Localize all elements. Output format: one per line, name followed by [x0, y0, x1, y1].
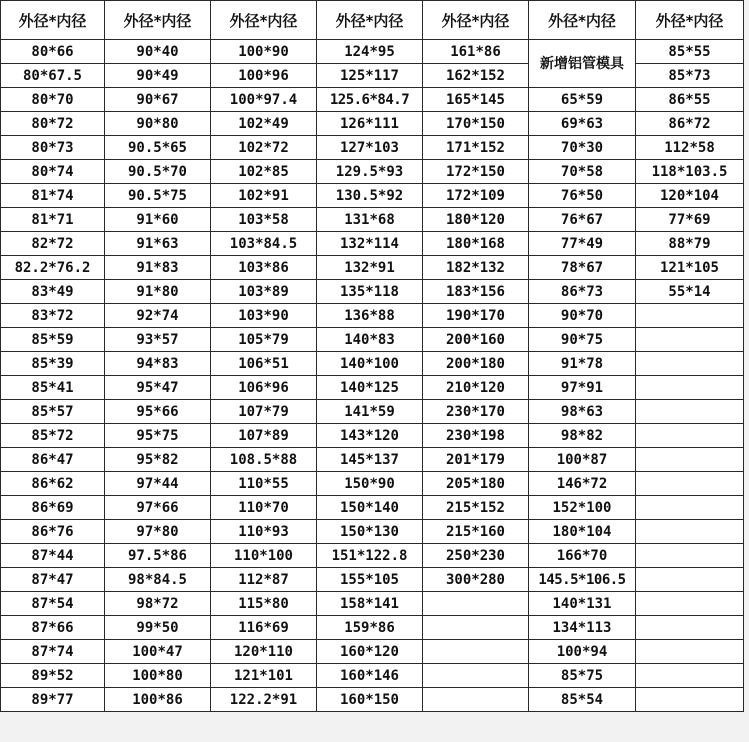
table-cell: 98*82 — [529, 424, 636, 448]
table-cell: 82.2*76.2 — [1, 256, 105, 280]
table-cell: 150*90 — [317, 472, 423, 496]
table-cell — [636, 592, 744, 616]
table-cell — [636, 520, 744, 544]
table-cell — [636, 544, 744, 568]
table-cell: 300*280 — [423, 568, 529, 592]
table-cell: 86*76 — [1, 520, 105, 544]
table-cell: 160*146 — [317, 664, 423, 688]
table-cell: 95*82 — [105, 448, 211, 472]
table-cell: 125*117 — [317, 64, 423, 88]
table-cell — [636, 424, 744, 448]
table-cell: 55*14 — [636, 280, 744, 304]
table-cell — [423, 640, 529, 664]
table-cell: 103*86 — [211, 256, 317, 280]
table-cell: 77*69 — [636, 208, 744, 232]
table-cell: 90*75 — [529, 328, 636, 352]
table-cell: 87*74 — [1, 640, 105, 664]
table-cell: 140*83 — [317, 328, 423, 352]
table-cell: 121*105 — [636, 256, 744, 280]
table-cell: 90*40 — [105, 40, 211, 64]
table-cell: 83*72 — [1, 304, 105, 328]
table-cell: 150*130 — [317, 520, 423, 544]
table-row — [1, 616, 744, 640]
table-cell: 65*59 — [529, 88, 636, 112]
table-cell: 132*114 — [317, 232, 423, 256]
table-cell: 100*87 — [529, 448, 636, 472]
table-row — [1, 160, 744, 184]
table-cell: 98*84.5 — [105, 568, 211, 592]
table-cell: 125.6*84.7 — [317, 88, 423, 112]
table-row — [1, 40, 744, 64]
table-cell: 102*49 — [211, 112, 317, 136]
table-cell — [636, 304, 744, 328]
table-cell: 102*91 — [211, 184, 317, 208]
table-cell: 85*55 — [636, 40, 744, 64]
table-row — [1, 304, 744, 328]
table-row — [1, 448, 744, 472]
table-cell: 85*59 — [1, 328, 105, 352]
table-cell: 70*30 — [529, 136, 636, 160]
table-row — [1, 328, 744, 352]
table-cell: 87*47 — [1, 568, 105, 592]
table-cell: 78*67 — [529, 256, 636, 280]
table-cell: 115*80 — [211, 592, 317, 616]
table-cell: 161*86 — [423, 40, 529, 64]
table-cell — [636, 352, 744, 376]
table-cell: 100*90 — [211, 40, 317, 64]
table-cell: 89*77 — [1, 688, 105, 712]
table-cell: 新增铝管模具 — [529, 40, 636, 88]
table-row — [1, 664, 744, 688]
table-cell — [423, 688, 529, 712]
table-cell: 106*51 — [211, 352, 317, 376]
table-cell: 140*125 — [317, 376, 423, 400]
header-cell: 外径*内径 — [317, 1, 423, 40]
table-cell: 97.5*86 — [105, 544, 211, 568]
table-cell: 150*140 — [317, 496, 423, 520]
table-row — [1, 568, 744, 592]
table-cell: 165*145 — [423, 88, 529, 112]
table-cell: 90.5*65 — [105, 136, 211, 160]
table-cell: 172*109 — [423, 184, 529, 208]
table-cell: 190*170 — [423, 304, 529, 328]
table-cell: 107*89 — [211, 424, 317, 448]
table-cell: 103*89 — [211, 280, 317, 304]
table-row — [1, 208, 744, 232]
table-cell: 110*93 — [211, 520, 317, 544]
table-cell: 92*74 — [105, 304, 211, 328]
table-cell: 90.5*75 — [105, 184, 211, 208]
table-cell: 85*73 — [636, 64, 744, 88]
table-row — [1, 544, 744, 568]
table-cell: 77*49 — [529, 232, 636, 256]
table-row — [1, 400, 744, 424]
table-cell: 120*104 — [636, 184, 744, 208]
table-row — [1, 472, 744, 496]
table-cell: 86*69 — [1, 496, 105, 520]
table-row — [1, 256, 744, 280]
table-cell: 200*160 — [423, 328, 529, 352]
table-cell: 140*100 — [317, 352, 423, 376]
table-cell: 112*58 — [636, 136, 744, 160]
table-cell: 90*70 — [529, 304, 636, 328]
table-cell: 91*78 — [529, 352, 636, 376]
table-cell: 151*122.8 — [317, 544, 423, 568]
table-cell: 99*50 — [105, 616, 211, 640]
table-row — [1, 376, 744, 400]
table-cell: 102*85 — [211, 160, 317, 184]
table-cell: 87*66 — [1, 616, 105, 640]
table-cell: 86*47 — [1, 448, 105, 472]
table-row — [1, 112, 744, 136]
table-cell: 160*120 — [317, 640, 423, 664]
table-cell: 86*55 — [636, 88, 744, 112]
table-cell: 166*70 — [529, 544, 636, 568]
table-cell: 98*72 — [105, 592, 211, 616]
table-cell: 80*70 — [1, 88, 105, 112]
table-cell: 122.2*91 — [211, 688, 317, 712]
table-cell: 90*49 — [105, 64, 211, 88]
table-cell: 210*120 — [423, 376, 529, 400]
table-cell: 180*120 — [423, 208, 529, 232]
table-cell: 86*62 — [1, 472, 105, 496]
table-cell: 95*66 — [105, 400, 211, 424]
table-cell: 230*170 — [423, 400, 529, 424]
table-cell: 70*58 — [529, 160, 636, 184]
table-row — [1, 88, 744, 112]
table-cell: 86*72 — [636, 112, 744, 136]
table-cell: 108.5*88 — [211, 448, 317, 472]
table-row — [1, 640, 744, 664]
table-cell — [636, 496, 744, 520]
table-cell: 200*180 — [423, 352, 529, 376]
table-cell: 85*39 — [1, 352, 105, 376]
header-cell: 外径*内径 — [636, 1, 744, 40]
table-cell: 152*100 — [529, 496, 636, 520]
table-cell: 106*96 — [211, 376, 317, 400]
table-cell — [423, 616, 529, 640]
table-cell: 97*91 — [529, 376, 636, 400]
table-row — [1, 688, 744, 712]
table-cell: 76*67 — [529, 208, 636, 232]
table-cell: 110*70 — [211, 496, 317, 520]
table-cell: 183*156 — [423, 280, 529, 304]
table-cell: 91*83 — [105, 256, 211, 280]
table-cell: 86*73 — [529, 280, 636, 304]
table-cell: 250*230 — [423, 544, 529, 568]
table-cell: 98*63 — [529, 400, 636, 424]
table-cell: 87*44 — [1, 544, 105, 568]
table-cell: 140*131 — [529, 592, 636, 616]
table-cell: 80*72 — [1, 112, 105, 136]
header-cell: 外径*内径 — [105, 1, 211, 40]
table-cell: 82*72 — [1, 232, 105, 256]
table-row — [1, 232, 744, 256]
table-cell: 81*74 — [1, 184, 105, 208]
table-cell — [636, 376, 744, 400]
table-cell — [636, 688, 744, 712]
table-cell: 205*180 — [423, 472, 529, 496]
table-cell: 89*52 — [1, 664, 105, 688]
table-cell: 85*75 — [529, 664, 636, 688]
table-cell: 131*68 — [317, 208, 423, 232]
table-cell: 85*57 — [1, 400, 105, 424]
table-cell: 81*71 — [1, 208, 105, 232]
table-cell — [423, 664, 529, 688]
table-cell: 80*73 — [1, 136, 105, 160]
table-cell: 146*72 — [529, 472, 636, 496]
table-cell: 172*150 — [423, 160, 529, 184]
table-cell: 88*79 — [636, 232, 744, 256]
table-cell: 100*47 — [105, 640, 211, 664]
table-cell: 230*198 — [423, 424, 529, 448]
header-cell: 外径*内径 — [423, 1, 529, 40]
table-cell: 124*95 — [317, 40, 423, 64]
table-cell: 155*105 — [317, 568, 423, 592]
table-cell: 215*160 — [423, 520, 529, 544]
table-cell — [636, 472, 744, 496]
table-cell: 136*88 — [317, 304, 423, 328]
table-cell: 95*47 — [105, 376, 211, 400]
table-cell: 93*57 — [105, 328, 211, 352]
table-cell: 120*110 — [211, 640, 317, 664]
table-cell: 145*137 — [317, 448, 423, 472]
table-cell: 80*67.5 — [1, 64, 105, 88]
table-cell — [636, 400, 744, 424]
table-cell: 170*150 — [423, 112, 529, 136]
table-cell: 201*179 — [423, 448, 529, 472]
table-cell: 107*79 — [211, 400, 317, 424]
table-cell — [636, 568, 744, 592]
table-cell: 100*86 — [105, 688, 211, 712]
table-cell: 110*100 — [211, 544, 317, 568]
table-cell: 143*120 — [317, 424, 423, 448]
table-cell — [636, 616, 744, 640]
table-cell: 103*84.5 — [211, 232, 317, 256]
table-cell: 126*111 — [317, 112, 423, 136]
table-cell: 110*55 — [211, 472, 317, 496]
table-cell: 80*74 — [1, 160, 105, 184]
header-cell: 外径*内径 — [1, 1, 105, 40]
table-cell: 112*87 — [211, 568, 317, 592]
table-cell: 85*41 — [1, 376, 105, 400]
header-cell: 外径*内径 — [529, 1, 636, 40]
table-cell: 103*90 — [211, 304, 317, 328]
table-cell: 85*54 — [529, 688, 636, 712]
table-row — [1, 352, 744, 376]
table-cell: 97*44 — [105, 472, 211, 496]
table-cell — [636, 328, 744, 352]
table-cell: 215*152 — [423, 496, 529, 520]
table-row — [1, 184, 744, 208]
table-cell: 132*91 — [317, 256, 423, 280]
table-row — [1, 592, 744, 616]
header-row — [1, 1, 744, 40]
table-cell: 141*59 — [317, 400, 423, 424]
table-cell: 121*101 — [211, 664, 317, 688]
table-cell: 158*141 — [317, 592, 423, 616]
table-cell: 94*83 — [105, 352, 211, 376]
table-cell: 76*50 — [529, 184, 636, 208]
table-cell: 159*86 — [317, 616, 423, 640]
table-row — [1, 424, 744, 448]
table-cell: 127*103 — [317, 136, 423, 160]
table-cell: 69*63 — [529, 112, 636, 136]
table-cell: 100*96 — [211, 64, 317, 88]
table-cell: 180*168 — [423, 232, 529, 256]
table-cell — [636, 640, 744, 664]
table-cell: 180*104 — [529, 520, 636, 544]
table-cell: 100*80 — [105, 664, 211, 688]
table-cell: 95*75 — [105, 424, 211, 448]
table-cell: 103*58 — [211, 208, 317, 232]
table-cell: 85*72 — [1, 424, 105, 448]
table-cell: 90.5*70 — [105, 160, 211, 184]
table-cell: 97*80 — [105, 520, 211, 544]
table-row — [1, 520, 744, 544]
table-cell: 91*60 — [105, 208, 211, 232]
table-cell — [636, 448, 744, 472]
header-cell: 外径*内径 — [211, 1, 317, 40]
table-cell: 102*72 — [211, 136, 317, 160]
table-cell: 90*80 — [105, 112, 211, 136]
table-cell: 134*113 — [529, 616, 636, 640]
table-cell: 90*67 — [105, 88, 211, 112]
table-cell — [423, 592, 529, 616]
table-cell: 87*54 — [1, 592, 105, 616]
table-cell: 100*97.4 — [211, 88, 317, 112]
table-cell: 182*132 — [423, 256, 529, 280]
table-cell: 105*79 — [211, 328, 317, 352]
table-row — [1, 280, 744, 304]
table-cell: 91*80 — [105, 280, 211, 304]
table-cell: 160*150 — [317, 688, 423, 712]
table-cell: 83*49 — [1, 280, 105, 304]
table-cell: 91*63 — [105, 232, 211, 256]
table-cell: 162*152 — [423, 64, 529, 88]
table-cell: 171*152 — [423, 136, 529, 160]
table-cell: 145.5*106.5 — [529, 568, 636, 592]
table-row — [1, 496, 744, 520]
table-cell: 130.5*92 — [317, 184, 423, 208]
table-cell: 129.5*93 — [317, 160, 423, 184]
table-cell: 80*66 — [1, 40, 105, 64]
table-cell: 100*94 — [529, 640, 636, 664]
table-cell: 118*103.5 — [636, 160, 744, 184]
table-cell: 135*118 — [317, 280, 423, 304]
table-row — [1, 136, 744, 160]
table-cell: 116*69 — [211, 616, 317, 640]
table-cell: 97*66 — [105, 496, 211, 520]
table-cell — [636, 664, 744, 688]
